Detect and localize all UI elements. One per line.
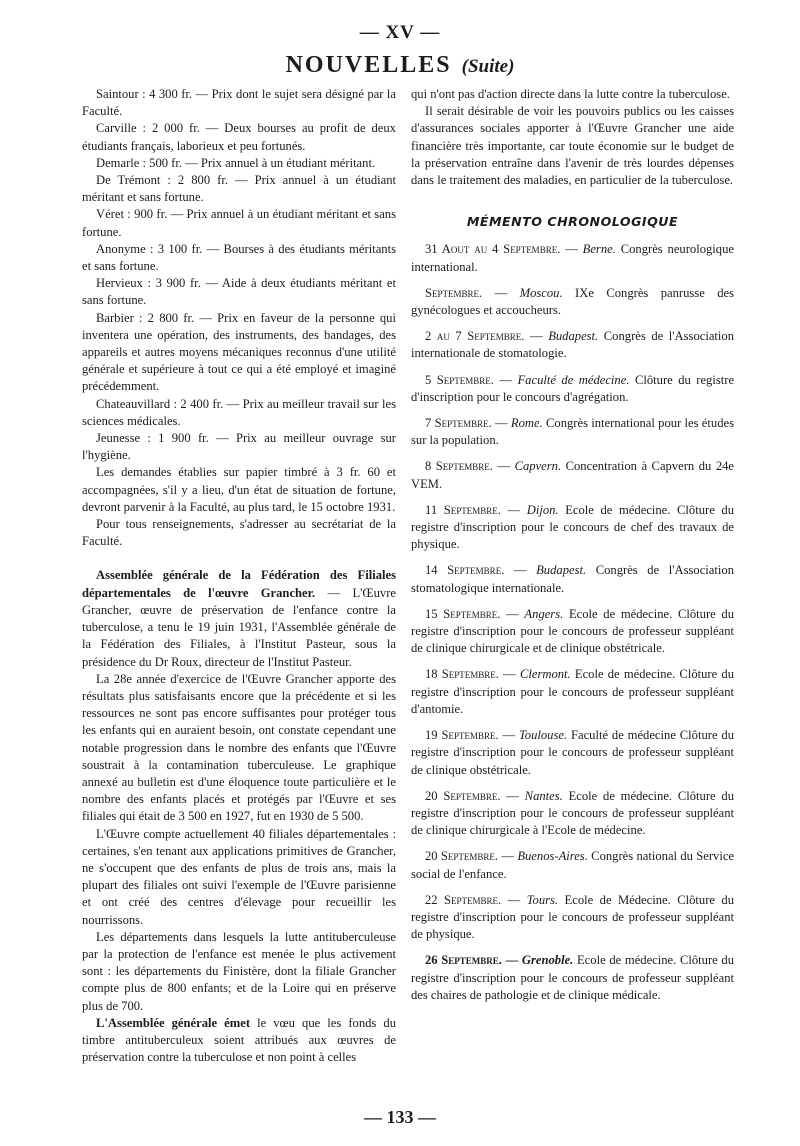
prize-text: Prix au meilleur travail sur les sciences médicales. [82, 396, 396, 428]
entry-place: Rome. [510, 416, 543, 431]
entry-text: Clôture du registre d'inscription pour le concours d'agrégation. [411, 372, 735, 404]
memento-entry [411, 502, 734, 554]
prize-lead: Saintour : 4 300 fr. — [96, 87, 209, 101]
memento-entry [411, 892, 734, 944]
memento-entry [411, 285, 734, 319]
memento-list [411, 241, 734, 1004]
entry-date: 7 Septembre. [425, 416, 492, 431]
entry-sep: — [492, 459, 515, 474]
entry-sep: — [491, 416, 511, 431]
memento-entry [411, 666, 734, 718]
entry-text: Ecole de médecine. Clôture du registre d'inscription pour le concours de professeur suppléant de clinique chirurgicale et de clinique obstétricale. [411, 606, 735, 656]
entry-sep: — [524, 329, 549, 344]
voeu-text: le vœu que les fonds du timbre antituberculeux soient attribués aux œuvres de préservation contre la tuberculose et non point à celles [82, 1015, 396, 1065]
prize-item [82, 430, 396, 464]
entry-place: Berne. [582, 242, 616, 257]
memento-entry [411, 562, 734, 596]
entry-sep: — [498, 849, 518, 864]
paragraph-departements: Les départements dans lesquels la lutte antituberculeuse par la protection de l'enfance est menée le plus activement sont : les départements du Finistère, dont la filiale Grancher compte plus de 800 enfants; et de la Loire qui en préserve plus de 700. [82, 929, 396, 1013]
entry-sep: — [500, 606, 525, 621]
prize-lead: Jeunesse : 1 900 fr. — [96, 431, 229, 446]
entry-place: Nantes. [524, 788, 563, 803]
entry-date: 15 Septembre. [425, 606, 501, 621]
entry-sep: — [504, 563, 537, 578]
paragraph-assemblee [82, 567, 396, 670]
entry-place: Clermont. [519, 667, 571, 682]
paragraph-28e-annee: La 28e année d'exercice de l'Œuvre Grancher apporte des résultats plus satisfaisants encore que la précédente et si les ressources ne sont pas encore suffisantes pour protéger tous les enfants qui en auraient besoin, ont constate cependant une notable progression dans le nombre des enfants que l'Œuvre soustrait à la contamination tuberculeuse. Le graphique annexé au bulletin est d'une éloquence toute particulière et le nombre des enfants placés et protégés par l'Œuvre et ses filiales qui était de 3 500 en 1927, fut en 1930 de 5 500. [82, 671, 396, 824]
prize-item [82, 206, 396, 240]
prize-lead: Chateauvillard : 2 400 fr. — [96, 396, 240, 411]
entry-text: Congrès de l'Association stomatologique internationale. [411, 563, 734, 595]
entry-place: Dijon. [526, 502, 559, 517]
prize-item [82, 241, 396, 275]
entry-text: Ecole de médecine. Clôture du registre d'inscription pour le concours de professeur suppléant des chaires de pathologie et de clinique médicale. [411, 953, 735, 1002]
entry-date: 20 Septembre. [425, 788, 501, 803]
entry-place: Toulouse. [518, 728, 568, 743]
prize-text: Prix au meilleur ouvrage sur l'hygiène. [82, 431, 396, 463]
prize-text: Deux bourses au profit de deux étudiants français, laborieux et peu fortunés. [82, 121, 396, 153]
memento-entry [411, 788, 734, 840]
voeu-lead: L'Assemblée générale émet [96, 1015, 251, 1030]
prize-text: Prix annuel à un étudiant méritant et sans fortune. [82, 173, 397, 205]
right-column [411, 86, 734, 1013]
page-roman-numeral: — XV — [359, 22, 441, 43]
entry-date: 20 Septembre. [425, 849, 499, 864]
entry-date: Septembre. [425, 285, 483, 300]
memento-title: MÉMENTO CHRONOLOGIQUE [466, 214, 679, 230]
section-heading [0, 52, 800, 79]
memento-entry [411, 372, 734, 406]
entry-place: Budapest. [536, 563, 587, 578]
prize-lead: Véret : 900 fr. — [96, 207, 184, 222]
entry-text: Ecole de médecine. Clôture du registre d'inscription pour le concours de chef des travaux de physique. [411, 502, 735, 552]
entry-date: 18 Septembre. [425, 667, 499, 682]
entry-text: Faculté de médecine Clôture du registre d'inscription pour le concours de professeur suppléant de clinique obstétricale. [411, 728, 734, 777]
entry-text: Congrès neurologique international. [411, 242, 734, 274]
memento-entry [411, 415, 734, 449]
paragraph-desirable: Il serait désirable de voir les pouvoirs publics ou les caisses d'assurances sociales apporter à l'Œuvre Grancher une aide financière très importante, car toute économie sur le budget de la préservation entraîne dans l'avenir de très lourdes dépenses dans le traitement des maladies, en particulier de la tuberculose. [411, 104, 734, 188]
prize-item [82, 396, 396, 430]
entry-sep: — [482, 285, 520, 300]
entry-text: Ecole de médecine. Clôture du registre d'inscription pour le concours de professeur suppléant d'antomie. [411, 667, 735, 716]
entry-sep: — [560, 242, 583, 257]
entry-date: 5 Septembre. [425, 372, 494, 387]
assemblee-title: Assemblée générale de la Fédération des Filiales départementales de l'œuvre Grancher. [82, 568, 396, 600]
memento-entry [411, 727, 734, 779]
entry-text: Concentration à Capvern du 24e VEM. [411, 459, 735, 491]
paragraph-demandes: Les demandes établies sur papier timbré à 3 fr. 60 et accompagnées, s'il y a lieu, d'un état de situation de fortune, devront parvenir à la Faculté, au plus tard, le 15 octobre 1931. [82, 465, 396, 514]
entry-place: Angers. [524, 606, 564, 621]
entry-text: Congrès international pour les études sur la population. [411, 416, 734, 448]
prize-text: Prix annuel à un étudiant méritant. [197, 155, 376, 170]
prize-text: Aide à deux étudiants méritant et sans fortune. [82, 276, 396, 308]
prize-item [82, 120, 396, 154]
entry-sep: — [500, 502, 527, 517]
entry-date: 22 Septembre. [425, 892, 502, 907]
entry-place: Capvern. [514, 459, 562, 474]
prize-text: Prix en faveur de la personne qui inventera une opération, des instruments, des bandages, des appareils et autres moyens mécaniques reconnus d'une utilité générale et supérieure à tout ce qui a été employé et imaginé précédemment. [82, 310, 396, 394]
prize-item [82, 275, 396, 309]
entry-place: Tours. [526, 892, 559, 907]
prize-text: Prix annuel à un étudiant méritant et sans fortune. [82, 207, 396, 239]
prize-lead: Anonyme : 3 100 fr. — [96, 241, 220, 256]
assemblee-intro: — L'Œuvre Grancher, œuvre de préservation de l'enfance contre la tuberculose, a tenu le 19 juin 1931, l'Assemblée générale de la Fédération des Filiales, à l'Institut Pasteur, sous la présidence du Dr Roux, directeur de l'Institut Pasteur. [82, 585, 396, 669]
memento-entry [411, 241, 734, 275]
entry-text: Congrès national du Service social de l'enfance. [411, 849, 735, 881]
entry-sep: — [498, 728, 519, 743]
prize-text: Bourses à des étudiants méritants et sans fortune. [82, 241, 396, 274]
entry-place: Budapest. [548, 329, 599, 344]
heading-title: NOUVELLES [285, 52, 452, 78]
entry-date: 14 Septembre. [425, 563, 505, 578]
entry-sep: — [500, 788, 525, 803]
entry-date: 11 Septembre. [425, 502, 501, 517]
paragraph-voeu [82, 1015, 396, 1067]
left-column [82, 86, 396, 1066]
entry-place: Grenoble. [521, 953, 574, 968]
entry-sep: — [501, 892, 527, 907]
entry-sep: — [498, 667, 520, 682]
entry-date: 31 Aout au 4 Septembre. [425, 242, 561, 257]
prize-lead: De Trémont : 2 800 fr. — [96, 173, 248, 188]
prize-item [82, 86, 396, 120]
entry-text: Ecole de Médecine. Clôture du registre d'inscription pour le concours de professeur suppléant de physique. [411, 892, 735, 942]
prize-lead: Carville : 2 000 fr. — [96, 121, 219, 136]
prize-lead: Barbier : 2 800 fr. — [96, 310, 212, 325]
memento-entry [411, 952, 734, 1004]
entry-sep: — [501, 953, 522, 968]
prize-text: Prix dont le sujet sera désigné par la Faculté. [82, 87, 397, 119]
entry-place: Moscou. [519, 285, 563, 300]
prize-item [82, 310, 396, 396]
entry-sep: — [493, 372, 518, 387]
entry-text: Congrès de l'Association internationale de stomatologie. [411, 329, 735, 361]
prize-item [82, 155, 396, 172]
entry-text: IXe Congrès panrusse des gynécologues et accoucheurs. [411, 285, 734, 318]
memento-entry [411, 458, 734, 492]
spacer [82, 550, 396, 567]
entry-date: 2 au 7 Septembre. [425, 329, 525, 344]
entry-place: Faculté de médecine. [517, 372, 630, 387]
entry-date: 19 Septembre. [425, 728, 499, 743]
entry-text: Ecole de médecine. Clôture du registre d'inscription pour le concours de professeur suppléant de clinique chirurgicale à l'Ecole de médecine. [411, 788, 734, 838]
memento-entry [411, 606, 734, 658]
paragraph-filiales: L'Œuvre compte actuellement 40 filiales départementales : certaines, s'en tenant aux applications primitives de Grancher, ne s'occupent que des enfants de plus de trois ans, mais la plupart des filiales ont suivi l'exemple de l'Œuvre parisienne et ont créé des centres d'élevage pour recueillir les nourrissons. [82, 826, 396, 927]
entry-date: 26 Septembre. [425, 953, 502, 968]
heading-subtitle: (Suite) [461, 56, 515, 77]
memento-entry [411, 848, 734, 882]
prize-lead: Hervieux : 3 900 fr. — [96, 276, 218, 291]
memento-entry [411, 328, 734, 362]
prize-list [82, 86, 396, 464]
page-number: — 133 — [364, 1107, 436, 1127]
entry-date: 8 Septembre. [425, 459, 493, 474]
prize-lead: Demarle : 500 fr. — [96, 155, 198, 170]
entry-place: Buenos-Aires. [517, 849, 588, 864]
prize-item [82, 172, 396, 206]
paragraph-renseignements: Pour tous renseignements, s'adresser au secrétariat de la Faculté. [82, 517, 396, 549]
paragraph-continuation: qui n'ont pas d'action directe dans la lutte contre la tuberculose. [411, 87, 730, 101]
